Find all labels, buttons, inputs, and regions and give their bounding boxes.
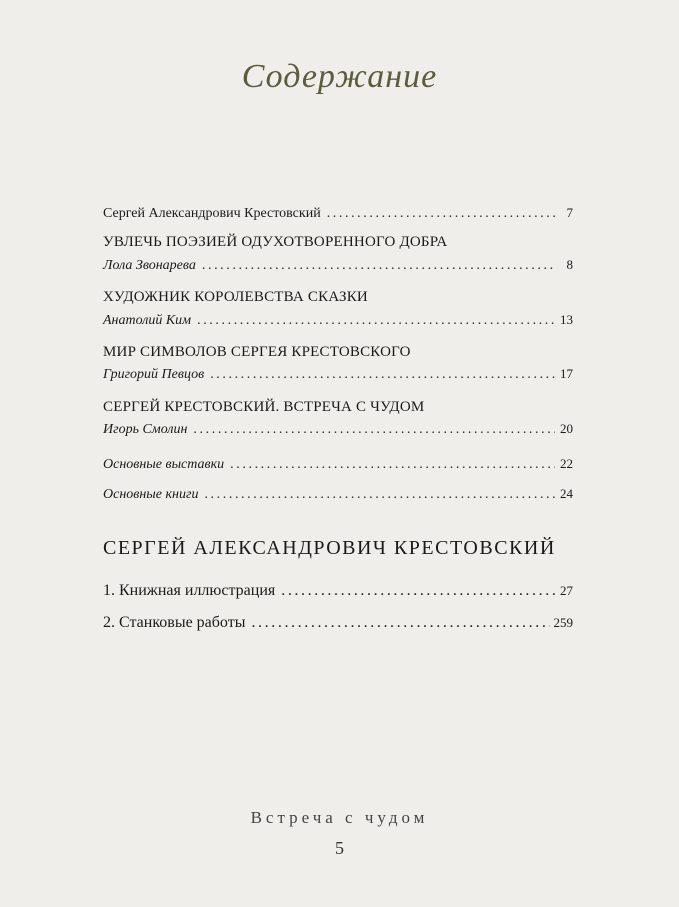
section-item-label: 2. Станковые работы: [103, 614, 246, 631]
toc-entry-heading: СЕРГЕЙ КРЕСТОВСКИЙ. ВСТРЕЧА С ЧУДОМ: [103, 399, 425, 415]
dot-leader: [210, 367, 555, 383]
toc-entry-page: 20: [560, 421, 573, 436]
toc-entry-label: Основные книги: [103, 487, 199, 502]
dot-leader: [281, 582, 555, 600]
dot-leader: [251, 614, 549, 632]
toc-entry-page: 17: [560, 366, 573, 381]
dot-leader: [193, 422, 555, 438]
toc-entry-heading: УВЛЕЧЬ ПОЭЗИЕЙ ОДУХОТВОРЕННОГО ДОБРА: [103, 234, 448, 250]
section-item-page: 259: [553, 615, 573, 630]
toc-entry: [103, 257, 573, 274]
section-item: [103, 582, 573, 600]
toc-entry-page: 22: [560, 456, 573, 471]
toc-entry-label: Сергей Александрович Крестовский: [103, 206, 321, 221]
toc-entry-author: Григорий Певцов: [103, 367, 205, 382]
page-title: Содержание: [241, 58, 438, 95]
toc-entry-page: 7: [566, 205, 573, 220]
toc-entry-heading: ХУДОЖНИК КОРОЛЕВСТВА СКАЗКИ: [103, 289, 368, 305]
section-item-page: 27: [560, 583, 573, 598]
dot-leader: [230, 457, 555, 473]
toc-entry-author: Анатолий Ким: [103, 313, 192, 328]
running-footer-title: Встреча с чудом: [250, 808, 429, 827]
toc-entry-author: Игорь Смолин: [103, 422, 188, 437]
toc-entry: [103, 456, 573, 473]
toc-entry-heading: МИР СИМВОЛОВ СЕРГЕЯ КРЕСТОВСКОГО: [103, 344, 411, 360]
toc-entry-label: Основные выставки: [103, 457, 225, 472]
toc-entry-author: Лола Звонарева: [103, 258, 196, 273]
dot-leader: [197, 313, 555, 329]
dot-leader: [327, 206, 555, 222]
dot-leader: [202, 258, 555, 274]
dot-leader: [204, 487, 555, 503]
toc-entry-page: 13: [560, 312, 573, 327]
section-heading: СЕРГЕЙ АЛЕКСАНДРОВИЧ КРЕСТОВСКИЙ: [103, 537, 556, 559]
toc-entry-page: 8: [566, 257, 573, 272]
toc-entry: [103, 421, 573, 438]
toc-entry: [103, 312, 573, 329]
section-item: [103, 614, 573, 632]
section-item-label: 1. Книжная иллюстрация: [103, 582, 276, 599]
toc-entry: [103, 205, 573, 222]
toc-entry-page: 24: [560, 486, 573, 501]
toc-entry: [103, 486, 573, 503]
toc-entry: [103, 366, 573, 383]
page-number: 5: [335, 838, 344, 858]
